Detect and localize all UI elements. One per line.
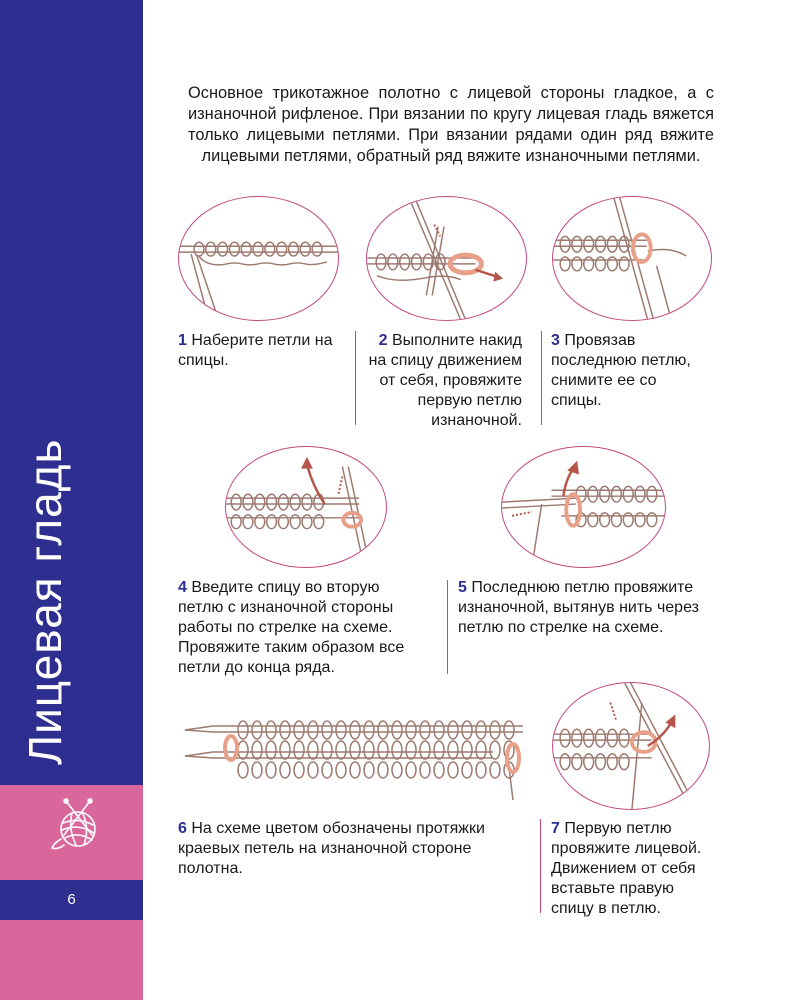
step-2-illustration <box>366 196 527 321</box>
step-number: 3 <box>551 332 560 349</box>
step-3-illustration <box>552 196 712 321</box>
step-number: 4 <box>178 579 187 596</box>
divider <box>541 331 542 425</box>
divider <box>540 819 541 913</box>
step-text: На схеме цветом обозначены протяжки краевых петель на изнаночной стороне полотна. <box>178 820 485 877</box>
step-number: 2 <box>378 332 388 349</box>
yarn-over-diagram <box>367 197 526 320</box>
last-stitch-diagram <box>502 447 665 567</box>
divider <box>355 331 356 425</box>
purl-stitch-diagram <box>226 447 386 567</box>
divider <box>447 580 448 674</box>
step-number: 6 <box>178 820 187 837</box>
step-3-caption <box>551 331 711 411</box>
section-title: Лицевая гладь <box>19 438 71 765</box>
step-text: Провязав последнюю петлю, снимите ее со спицы. <box>551 332 691 409</box>
step-number: 5 <box>458 579 467 596</box>
step-5-caption <box>458 578 713 638</box>
step-number: 7 <box>551 820 560 837</box>
step-1-illustration <box>178 196 339 321</box>
sidebar <box>0 0 143 1000</box>
knit-first-stitch-diagram <box>553 683 709 809</box>
step-text: Введите спицу во вторую петлю с изнаночной стороны работы по стрелке на схеме. Провяжите таким образом все петли до конца ряда. <box>178 579 405 676</box>
page-number: 6 <box>67 891 76 908</box>
yarn-ball-icon <box>48 795 108 853</box>
step-4-illustration <box>225 446 387 568</box>
step-7-illustration <box>552 682 710 810</box>
step-number: 1 <box>178 332 187 349</box>
step-7-caption <box>551 819 721 919</box>
cast-on-diagram <box>179 197 338 320</box>
step-4-caption <box>178 578 423 678</box>
step-6-illustration <box>183 700 533 800</box>
step-text: Последнюю петлю провяжите изнаночной, вытянув нить через петлю по стрелке на схеме. <box>458 579 699 636</box>
intro-paragraph: Основное трикотажное полотно с лицевой стороны гладкое, а с изнаночной рифленое. При вязании по кругу лицевая гладь вяжется только лицевыми петлями. При вязании рядами один ряд вяжите лицевыми петлями, обратный ряд вяжите изнаночными петлями. <box>188 84 714 165</box>
step-text: Первую петлю провяжите лицевой. Движением от себя вставьте правую спицу в петлю. <box>551 820 702 917</box>
slip-off-diagram <box>553 197 711 320</box>
step-5-illustration <box>501 446 666 568</box>
step-text: Выполните накид на спицу движением от себя, провяжите первую петлю изнаночной. <box>368 332 522 429</box>
step-text: Наберите петли на спицы. <box>178 332 333 369</box>
step-6-caption <box>178 819 518 879</box>
step-1-caption <box>178 331 338 371</box>
step-2-caption <box>362 331 522 431</box>
